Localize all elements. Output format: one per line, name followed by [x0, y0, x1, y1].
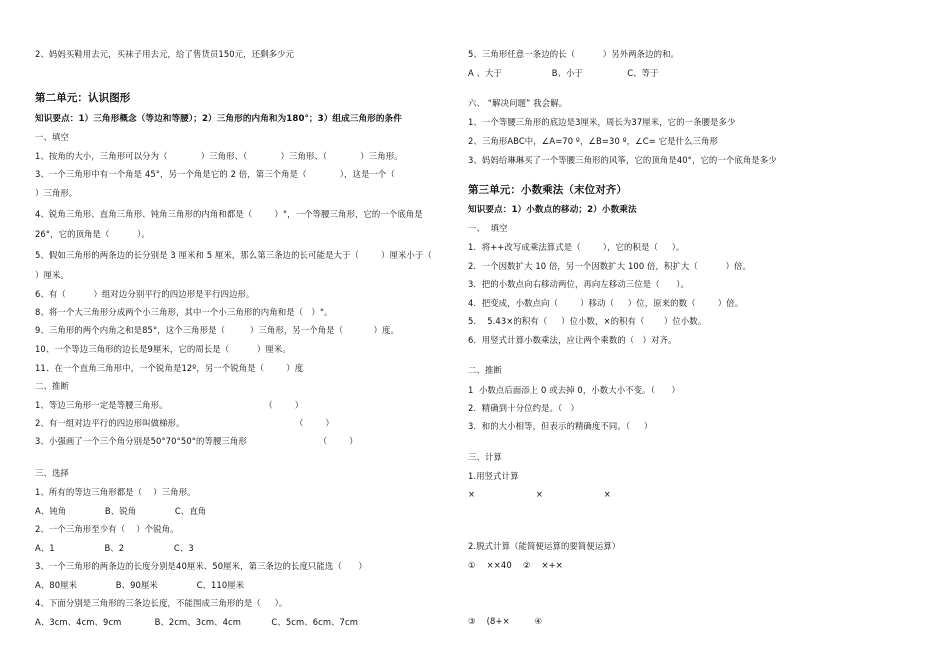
text-line: 5、假如三角形的两条边的长分别是 3 厘米和 5 厘米，那么第三条边的长可能是大于（ ）厘米小于（ — [35, 250, 432, 260]
text-line: 二、推断 — [35, 381, 69, 391]
text-line: 8、将一个大三角形分成两个小三角形，其中一个小三角形的内角和是（ ）°。 — [35, 307, 333, 317]
text-line: 六、 “解决问题” 我会解。 — [468, 98, 568, 108]
text-line: 一、填空 — [35, 132, 69, 142]
text-line: 4、锐角三角形、直角三角形、钝角三角形的内角和都是（ ）°，一个等腰三角形，它的一个底角是 — [35, 209, 423, 219]
text-line: 9、三角形的两个内角之和是85°，这个三角形是（ ）三角形，另一个角是（ ）度。 — [35, 325, 399, 335]
text-line: A、3cm、4cm、9cm B、2cm、3cm、4cm C、5cm、6cm、7cm — [35, 617, 358, 627]
text-line: 5. 5.43×的积有（ ）位小数，×的积有（ ）位小数。 — [468, 316, 707, 326]
text-line: 4. 把变成，小数点向（ ）移动（ ）位，原来的数（ ）倍。 — [468, 298, 744, 308]
text-line: 1、等边三角形一定是等腰三角形。 （ ） — [35, 400, 304, 410]
section-heading: 第二单元：认识图形 — [35, 92, 131, 104]
text-line: 4、下面分别是三角形的三条边长度，不能围成三角形的是（ ）。 — [35, 598, 288, 608]
text-line: 二、推断 — [468, 365, 502, 375]
text-line: 26°，它的顶角是（ ）。 — [35, 229, 150, 239]
text-line: 2. 一个因数扩大 10 倍，另一个因数扩大 100 倍，积扩大（ ）倍。 — [468, 261, 751, 271]
text-line: 2、有一组对边平行的四边形叫做梯形。 （ ） — [35, 418, 335, 428]
text-line: 10、一个等边三角形的边长是9厘米，它的周长是（ ）厘米。 — [35, 344, 291, 354]
text-line: A、1 B、2 C、3 — [35, 543, 194, 553]
key-points: 知识要点：1）小数点的移动；2）小数乘法 — [468, 205, 637, 215]
text-line: 1. 将++改写成乘法算式是（ ），它的积是（ ）。 — [468, 242, 685, 252]
text-line: 三、选择 — [35, 468, 69, 478]
text-line: 2、三角形ABC中，∠A=70 º，∠B=30 º，∠C= 它是什么三角形 — [468, 136, 718, 146]
text-line: 1、所有的等边三角形都是（ ）三角形。 — [35, 487, 196, 497]
text-line: 2. 精确到十分位约是。（ ） — [468, 403, 580, 413]
text-line: 1 小数点后面添上 0 或去掉 0，小数大小不变。（ ） — [468, 385, 680, 395]
text-line: 2、一个三角形至少有（ ）个锐角。 — [35, 524, 179, 534]
text-line: 2、妈妈买鞋用去元，买袜子用去元，给了售货员150元，还剩多少元 — [35, 49, 295, 59]
text-line: 5、三角形任意一条边的长（ ）另外两条边的和。 — [468, 49, 680, 59]
text-line: 3、妈妈给琳琳买了一个等腰三角形的风筝，它的顶角是40°，它的一个底角是多少 — [468, 155, 777, 165]
text-line: 3. 把的小数点向右移动两位，再向左移动三位是（ ）。 — [468, 279, 690, 289]
text-line: 3、一个三角形中有一个角是 45°，另一个角是它的 2 倍，第三个角是（ ），这是一个（ — [35, 169, 395, 179]
text-line: A、钝角 B、锐角 C、直角 — [35, 506, 207, 516]
text-line: 3、小强画了一个三个角分别是50°70°50°的等腰三角形 （ ） — [35, 436, 358, 446]
text-line: 3、一个三角形的两条边的长度分别是40厘米、50厘米，第三条边的长度只能选（ ） — [35, 561, 367, 571]
text-line: 三、计算 — [468, 452, 502, 462]
text-line: ③ (8+× ④ — [468, 616, 543, 626]
section-heading: 第三单元：小数乘法（末位对齐） — [468, 184, 627, 196]
text-line: A 、大于 B、小于 C、等于 — [468, 68, 659, 78]
text-line: 1、一个等腰三角形的底边是3厘米，周长为37厘米，它的一条腰是多少 — [468, 117, 736, 127]
text-line: ）三角形。 — [35, 188, 78, 198]
text-line: 2.脱式计算（能简便运算的要简便运算） — [468, 541, 621, 551]
text-line: 6、有（ ）组对边分别平行的四边形是平行四边形。 — [35, 289, 255, 299]
text-line: 1.用竖式计算 — [468, 471, 519, 481]
key-points: 知识要点：1）三角形概念（等边和等腰）；2）三角形的内角和为180°；3）组成三角形的条件 — [35, 114, 402, 124]
text-line: 6. 用竖式计算小数乘法，应让两个乘数的（ ）对齐。 — [468, 335, 677, 345]
text-line: 1、按角的大小，三角形可以分为（ ）三角形、（ ）三角形、（ ）三角形。 — [35, 151, 403, 161]
text-line: 11、在一个直角三角形中，一个锐角是12º，另一个锐角是（ ）度 — [35, 363, 304, 373]
text-line: 3. 和的大小相等，但表示的精确度不同。（ ） — [468, 421, 653, 431]
text-line: ）厘米。 — [35, 270, 69, 280]
text-line: A、80厘米 B、90厘米 C、110厘米 — [35, 580, 245, 590]
text-line: ① ××40 ② ×+× — [468, 560, 563, 570]
text-line: × × × — [468, 489, 611, 499]
text-line: 一、 填空 — [468, 223, 508, 233]
